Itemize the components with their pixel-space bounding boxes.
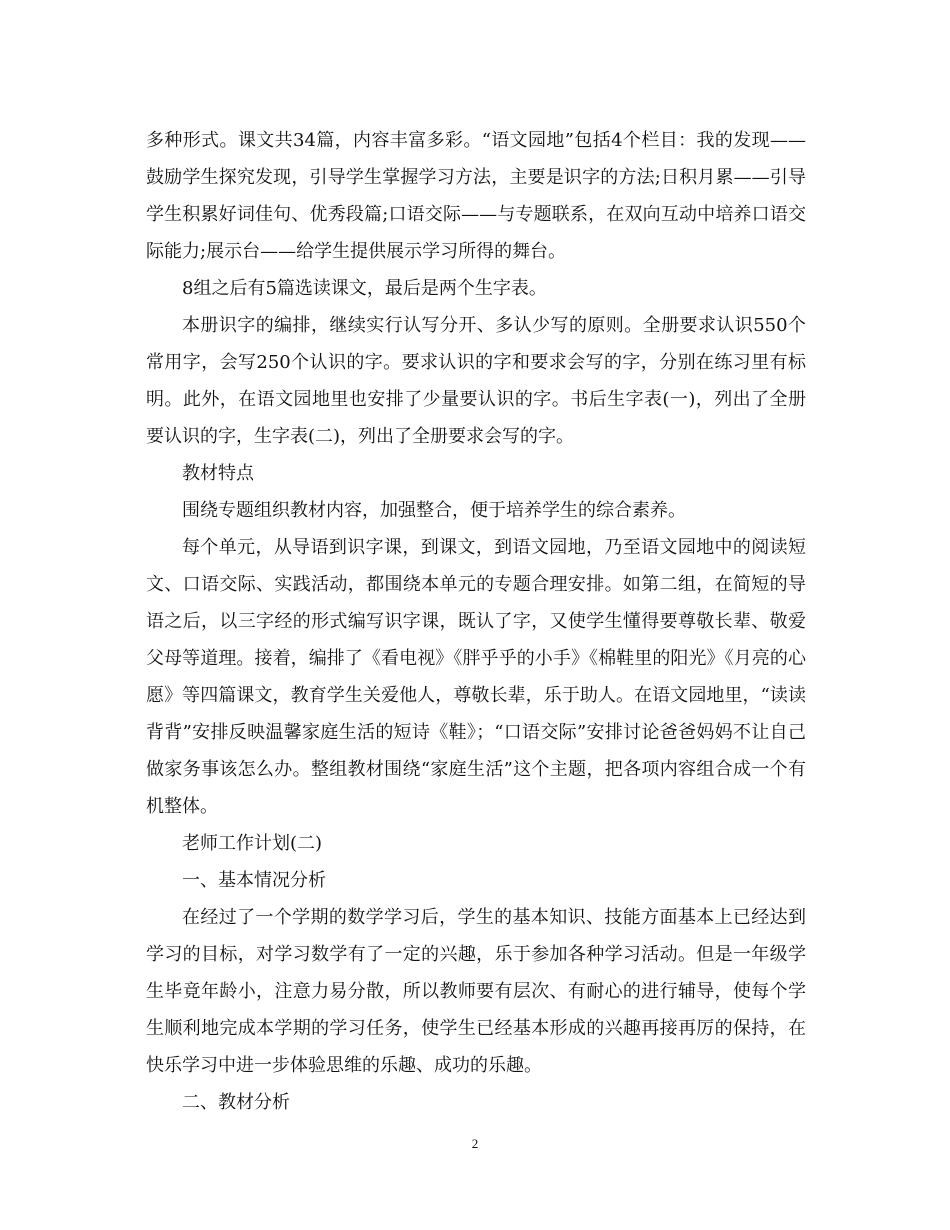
- section-heading: 二、教材分析: [182, 1092, 290, 1113]
- paragraph: 在经过了一个学期的数学学习后，学生的基本知识、技能方面基本上已经达到学习的目标，对学习数学有了一定的兴趣，乐于参加各种学习活动。但是一年级学生毕竟年龄小，注意力易分散，所以教师要有层次、有耐心的进行辅导，使每个学生顺利地完成本学期的学习任务，使学生已经基本形成的兴趣再接再厉的保持，在快乐学习中进一步体验思维的乐趣、成功的乐趣。: [146, 907, 806, 1076]
- paragraph: 多种形式。课文共34篇，内容丰富多彩。“语文园地”包括4个栏目：我的发现——鼓励学生探究发现，引导学生掌握学习方法，主要是识字的方法;日积月累——引导学生积累好词佳句、优秀段篇;口语交际——与专题联系，在双向互动中培养口语交际能力;展示台——给学生提供展示学习所得的舞台。: [146, 130, 806, 262]
- paragraph: 8组之后有5篇选读课文，最后是两个生字表。: [182, 278, 547, 299]
- section-heading: 一、基本情况分析: [182, 870, 326, 891]
- paragraph: 每个单元，从导语到识字课，到课文，到语文园地，乃至语文园地中的阅读短文、口语交际、实践活动，都围绕本单元的专题合理安排。如第二组，在简短的导语之后，以三字经的形式编写识字课，既认了字，又使学生懂得要尊敬长辈、敬爱父母等道理。接着，编排了《看电视》《胖乎乎的小手》《棉鞋里的阳光》《月亮的心愿》等四篇课文，教育学生关爱他人，尊敬长辈，乐于助人。在语文园地里，“读读背背”安排反映温馨家庭生活的短诗《鞋》；“口语交际”安排讨论爸爸妈妈不让自己做家务事该怎么办。整组教材围绕“家庭生活”这个主题，把各项内容组合成一个有机整体。: [146, 537, 806, 817]
- section-heading: 老师工作计划(二): [182, 833, 323, 854]
- section-heading: 教材特点: [182, 463, 254, 484]
- paragraph: 围绕专题组织教材内容，加强整合，便于培养学生的综合素养。: [182, 500, 686, 521]
- page-number: 2: [471, 1136, 479, 1151]
- document-body: [146, 122, 806, 1121]
- paragraph: 本册识字的编排，继续实行认写分开、多认少写的原则。全册要求认识550个常用字，会写250个认识的字。要求认识的字和要求会写的字，分别在练习里有标明。此外，在语文园地里也安排了少量要认识的字。书后生字表(一)，列出了全册要认识的字，生字表(二)，列出了全册要求会写的字。: [146, 315, 806, 447]
